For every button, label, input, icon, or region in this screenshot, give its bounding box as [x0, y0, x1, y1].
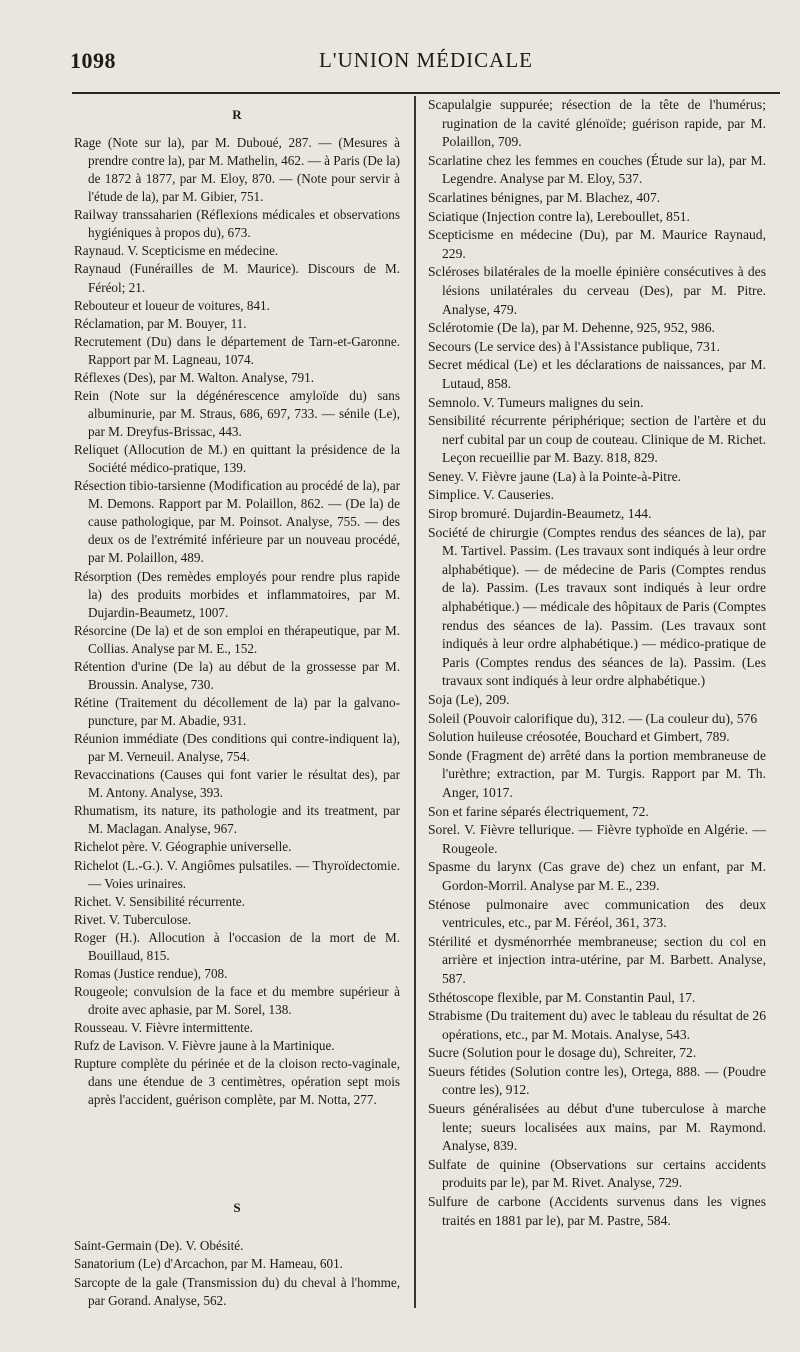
index-entry: Rhumatism, its nature, its pathologie and its treatment, par M. Maclagan. Analyse, 967.	[74, 803, 400, 837]
entries-s-list	[74, 1237, 400, 1309]
section-gap	[74, 1109, 400, 1179]
section-letter-r: R	[232, 107, 242, 122]
index-entry: Secret médical (Le) et les déclarations de naissances, par M. Lutaud, 858.	[428, 357, 766, 391]
index-entry: Romas (Justice rendue), 708.	[74, 965, 228, 981]
index-entry: Sucre (Solution pour le dosage du), Schreiter, 72.	[428, 1045, 697, 1061]
index-entry: Réflexes (Des), par M. Walton. Analyse, 791.	[74, 369, 315, 385]
index-entry: Raynaud (Funérailles de M. Maurice). Discours de M. Féréol; 21.	[74, 261, 400, 295]
index-entry: Sulfate de quinine (Observations sur certains accidents produits par le), par M. Rivet. Analyse, 729.	[428, 1156, 766, 1191]
index-entry: Spasme du larynx (Cas grave de) chez un enfant, par M. Gordon-Morril. Analyse par M. E., 239.	[428, 859, 766, 893]
index-entry: Rebouteur et loueur de voitures, 841.	[74, 297, 270, 313]
index-entry: Roger (H.). Allocution à l'occasion de la mort de M. Bouillaud, 815.	[74, 929, 400, 963]
index-entry: Stérilité et dysménorrhée membraneuse; section du col en arrière et injection intra-utérine, par M. Barbett. Analyse, 587.	[428, 933, 766, 986]
index-entry: Réclamation, par M. Bouyer, 11.	[74, 315, 247, 331]
index-entry: Réunion immédiate (Des conditions qui contre-indiquent la), par M. Verneuil. Analyse, 754.	[74, 731, 400, 765]
index-entry: Strabisme (Du traitement du) avec le tableau du résultat de 26 opérations, etc., par M. Motais. Analyse, 543.	[428, 1008, 766, 1042]
index-entry: Sarcopte de la gale (Transmission du) du cheval à l'homme, par Gorand. Analyse, 562.	[74, 1274, 400, 1308]
index-entry: Soleil (Pouvoir calorifique du), 312. — (La couleur du), 576	[428, 710, 758, 726]
index-entry: Scarlatine chez les femmes en couches (Étude sur la), par M. Legendre. Analyse par M. Eloy, 537.	[428, 152, 766, 187]
index-entry: Raynaud. V. Scepticisme en médecine.	[74, 243, 279, 259]
page-header	[70, 44, 782, 84]
index-entry: Société de chirurgie (Comptes rendus des séances de la), par M. Tartivel. Passim. (Les travaux sont indiqués à leur ordre alphabétique). — de médecine de Paris (Comptes rendus de la). Passim. (Les travaux sont indiqués à leur ordre alphabétique.) — médicale des hôpitaux de Paris (Comptes rendus des séances de la). Passim. (Les travaux sont indiqués à leur ordre alphabétique.) — médico-pratique de Paris (Comptes rendus des séances de la). Passim. (Les travaux sont indiqués à leur ordre alphabétique.)	[428, 524, 766, 689]
index-entry: Secours (Le service des) à l'Assistance publique, 731.	[428, 338, 720, 354]
index-entry: Revaccinations (Causes qui font varier le résultat des), par M. Antony. Analyse, 393.	[74, 767, 400, 801]
index-entry: Sanatorium (Le) d'Arcachon, par M. Hameau, 601.	[74, 1256, 343, 1272]
entries-right-list	[428, 96, 766, 1230]
index-entry: Rage (Note sur la), par M. Duboué, 287. — (Mesures à prendre contre la), par M. Mathelin, 462. — à Paris (De la) de 1872 à 1877, par M. Eloy, 870. — (Note pour servir à l'étude de la), par M. Gibier, 751.	[74, 135, 400, 205]
index-entry: Sonde (Fragment de) arrêté dans la portion membraneuse de l'urèthre; extraction, par M. Turgis. Rapport par M. Th. Anger, 1017.	[428, 747, 766, 800]
right-column	[428, 96, 766, 1230]
index-entry: Résorcine (De la) et de son emploi en thérapeutique, par M. Collias. Analyse par M. E., 152.	[74, 622, 400, 656]
index-entry: Saint-Germain (De). V. Obésité.	[74, 1238, 244, 1254]
index-entry: Sensibilité récurrente périphérique; section de l'artère et du nerf cubital par un coup de couteau. Clinique de M. Richet. Leçon recueillie par M. Bazy. 818, 829.	[428, 413, 766, 466]
index-entry: Rein (Note sur la dégénérescence amyloïde du) sans albuminurie, par M. Straus, 686, 697, 733. — sénile (Le), par M. Dreyfus-Brissac, 443.	[74, 387, 400, 439]
index-entry: Railway transsaharien (Réflexions médicales et observations hygiéniques à propos du), 673.	[74, 207, 400, 241]
index-entry: Simplice. V. Causeries.	[428, 487, 554, 503]
index-entry: Sulfure de carbone (Accidents survenus dans les vignes traités en 1881 par le), par M. Pastre, 584.	[428, 1194, 766, 1228]
column-divider	[414, 96, 416, 1308]
left-column	[74, 96, 400, 1310]
index-entry: Scléroses bilatérales de la moelle épinière consécutives à des lésions unilatérales du cerveau (Des), par M. Pitre. Analyse, 479.	[428, 264, 766, 317]
index-entry: Soja (Le), 209.	[428, 692, 510, 707]
index-entry: Richelot (L.-G.). V. Angiômes pulsatiles. — Thyroïdectomie. — Voies urinaires.	[74, 857, 400, 891]
index-entry: Richet. V. Sensibilité récurrente.	[74, 893, 245, 909]
index-entry: Son et farine séparés électriquement, 72.	[428, 803, 649, 819]
index-entry: Reliquet (Allocution de M.) en quittant la présidence de la Société médico-pratique, 139.	[74, 442, 400, 476]
index-entry: Solution huileuse créosotée, Bouchard et Gimbert, 789.	[428, 729, 730, 745]
index-entry: Rougeole; convulsion de la face et du membre supérieur à droite avec aphasie, par M. Sorel, 138.	[74, 983, 400, 1017]
index-entry: Résorption (Des remèdes employés pour rendre plus rapide la) des produits morbides et inflammatoires, par M. Dujardin-Beaumetz, 1007.	[74, 568, 400, 620]
index-entry: Rupture complète du périnée et de la cloison recto-vaginale, dans une étendue de 3 centimètres, opération sept mois après l'accident, guérison complète, par M. Notta, 277.	[74, 1056, 400, 1108]
entries-r-list	[74, 134, 400, 1109]
index-entry: Recrutement (Du) dans le département de Tarn-et-Garonne. Rapport par M. Lagneau, 1074.	[74, 333, 400, 367]
index-entry: Sthétoscope flexible, par M. Constantin Paul, 17.	[428, 989, 696, 1005]
index-entry: Sclérotomie (De la), par M. Dehenne, 925, 952, 986.	[428, 320, 715, 336]
index-entry: Sciatique (Injection contre la), Lereboullet, 851.	[428, 208, 690, 224]
index-entry: Rétine (Traitement du décollement de la) par la galvano-puncture, par M. Abadie, 931.	[74, 694, 400, 728]
section-letter-s: S	[233, 1200, 241, 1216]
index-entry: Sténose pulmonaire avec communication des deux ventricules, etc., par M. Féréol, 361, 373.	[428, 896, 766, 931]
index-entry: Rousseau. V. Fièvre intermittente.	[74, 1020, 253, 1036]
index-entry: Scarlatines bénignes, par M. Blachez, 407.	[428, 189, 661, 205]
index-entry: Sorel. V. Fièvre tellurique. — Fièvre typhoïde en Algérie. — Rougeole.	[428, 822, 766, 856]
index-entry: Scapulalgie suppurée; résection de la tête de l'humérus; rugination de la cavité glénoïde; guérison rapide, par M. Polaillon, 709.	[428, 97, 766, 150]
index-entry: Semnolo. V. Tumeurs malignes du sein.	[428, 394, 644, 410]
index-entry: Rétention d'urine (De la) au début de la grossesse par M. Broussin. Analyse, 730.	[74, 658, 400, 692]
index-entry: Seney. V. Fièvre jaune (La) à la Pointe-à-Pitre.	[428, 468, 682, 484]
page-number: 1098	[70, 48, 116, 73]
index-entry: Sueurs fétides (Solution contre les), Ortega, 888. — (Poudre contre les), 912.	[428, 1063, 766, 1098]
index-entry: Résection tibio-tarsienne (Modification au procédé de la), par M. Demons. Rapport par M. Polaillon, 862. — (De la) de cause pathologique, par M. Poinsot. Analyse, 755. — des deux os de l'extrémité inférieure par un nouveau procédé, par M. Polaillon, 489.	[74, 478, 400, 566]
index-entry: Sueurs généralisées au début d'une tuberculose à marche lente; sueurs localisées aux mains, par M. Raymond. Analyse, 839.	[428, 1101, 766, 1154]
header-rule	[72, 92, 780, 94]
index-entry: Richelot père. V. Géographie universelle.	[74, 839, 292, 855]
index-entry: Sirop bromuré. Dujardin-Beaumetz, 144.	[428, 506, 652, 522]
journal-title: L'UNION MÉDICALE	[318, 48, 533, 72]
index-entry: Rufz de Lavison. V. Fièvre jaune à la Martinique.	[74, 1038, 335, 1054]
index-entry: Rivet. V. Tuberculose.	[74, 911, 192, 927]
index-entry: Scepticisme en médecine (Du), par M. Maurice Raynaud, 229.	[428, 227, 766, 261]
